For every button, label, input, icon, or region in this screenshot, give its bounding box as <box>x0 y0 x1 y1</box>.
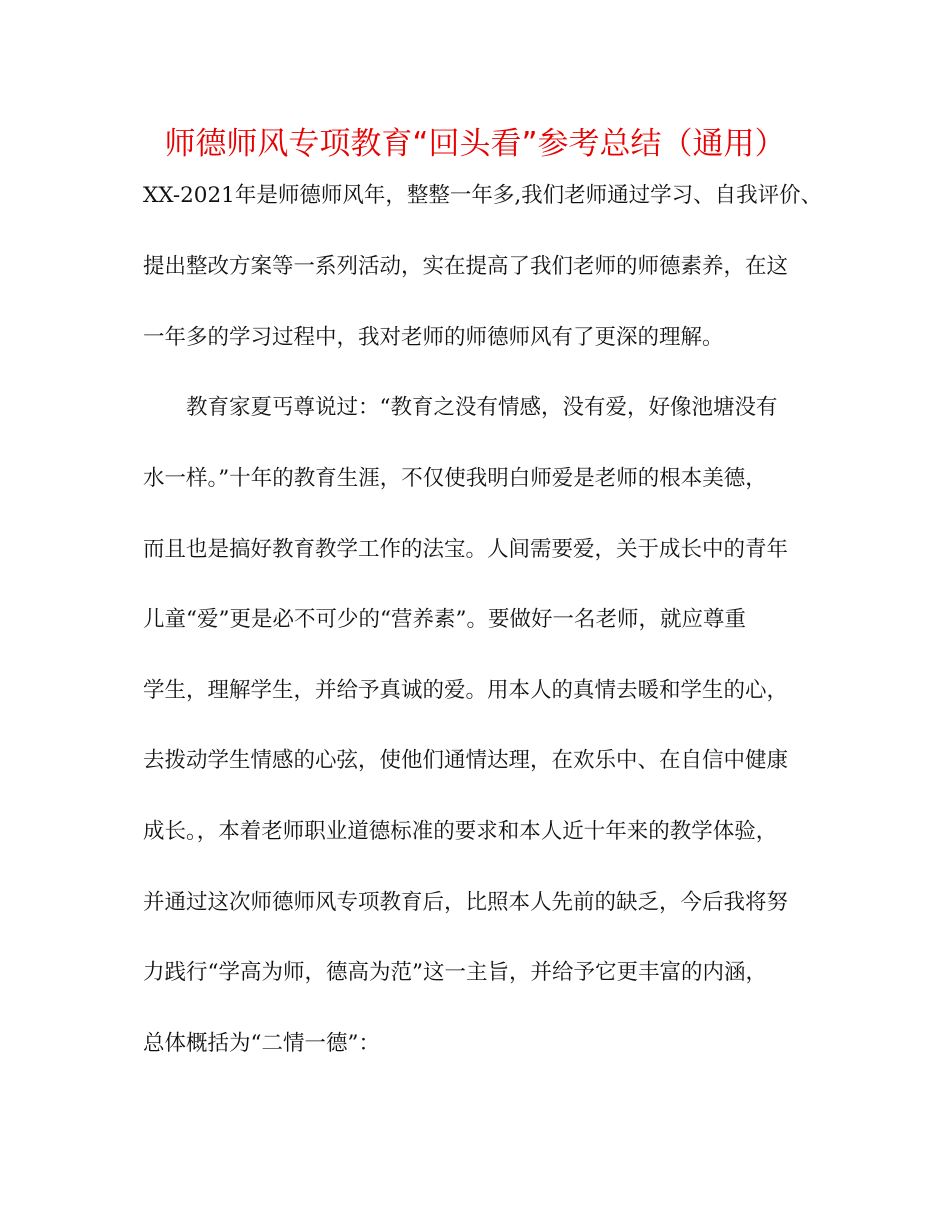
paragraph-2-line-6: 去拨动学生情感的心弦，使他们通情达理，在欢乐中、在自信中健康 <box>143 748 789 773</box>
paragraph-2-line-2: 水一样。”十年的教育生涯，不仅使我明白师爱是老师的根本美德， <box>143 466 767 491</box>
paragraph-2-line-3: 而且也是搞好教育教学工作的法宝。人间需要爱，关于成长中的青年 <box>143 537 789 562</box>
paragraph-2-line-7: 成长。，本着老师职业道德标准的要求和本人近十年来的教学体验， <box>143 819 778 844</box>
paragraph-1-line-1: XX-2021年是师德师风年，整整一年多,我们老师通过学习、自我评价、 <box>143 183 823 208</box>
paragraph-2-line-8: 并通过这次师德师风专项教育后，比照本人先前的缺乏，今后我将努 <box>143 890 789 915</box>
paragraph-2-line-5: 学生，理解学生，并给予真诚的爱。用本人的真情去暖和学生的心， <box>143 678 789 703</box>
paragraph-2-line-4: 儿童“爱”更是必不可少的“营养素”。要做好一名老师，就应尊重 <box>143 607 746 632</box>
document-title: 师德师风专项教育“回头看”参考总结（通用） <box>164 126 786 162</box>
paragraph-1-line-3: 一年多的学习过程中，我对老师的师德师风有了更深的理解。 <box>143 325 724 350</box>
paragraph-2-line-9: 力践行“学高为师，德高为范”这一主旨，并给予它更丰富的内涵， <box>143 960 767 985</box>
paragraph-2-line-1: 教育家夏丐尊说过：“教育之没有情感，没有爱，好像池塘没有 <box>186 395 778 420</box>
paragraph-1-line-2: 提出整改方案等一系列活动，实在提高了我们老师的师德素养，在这 <box>143 254 789 279</box>
paragraph-2-line-10: 总体概括为“二情一德”： <box>143 1031 380 1056</box>
